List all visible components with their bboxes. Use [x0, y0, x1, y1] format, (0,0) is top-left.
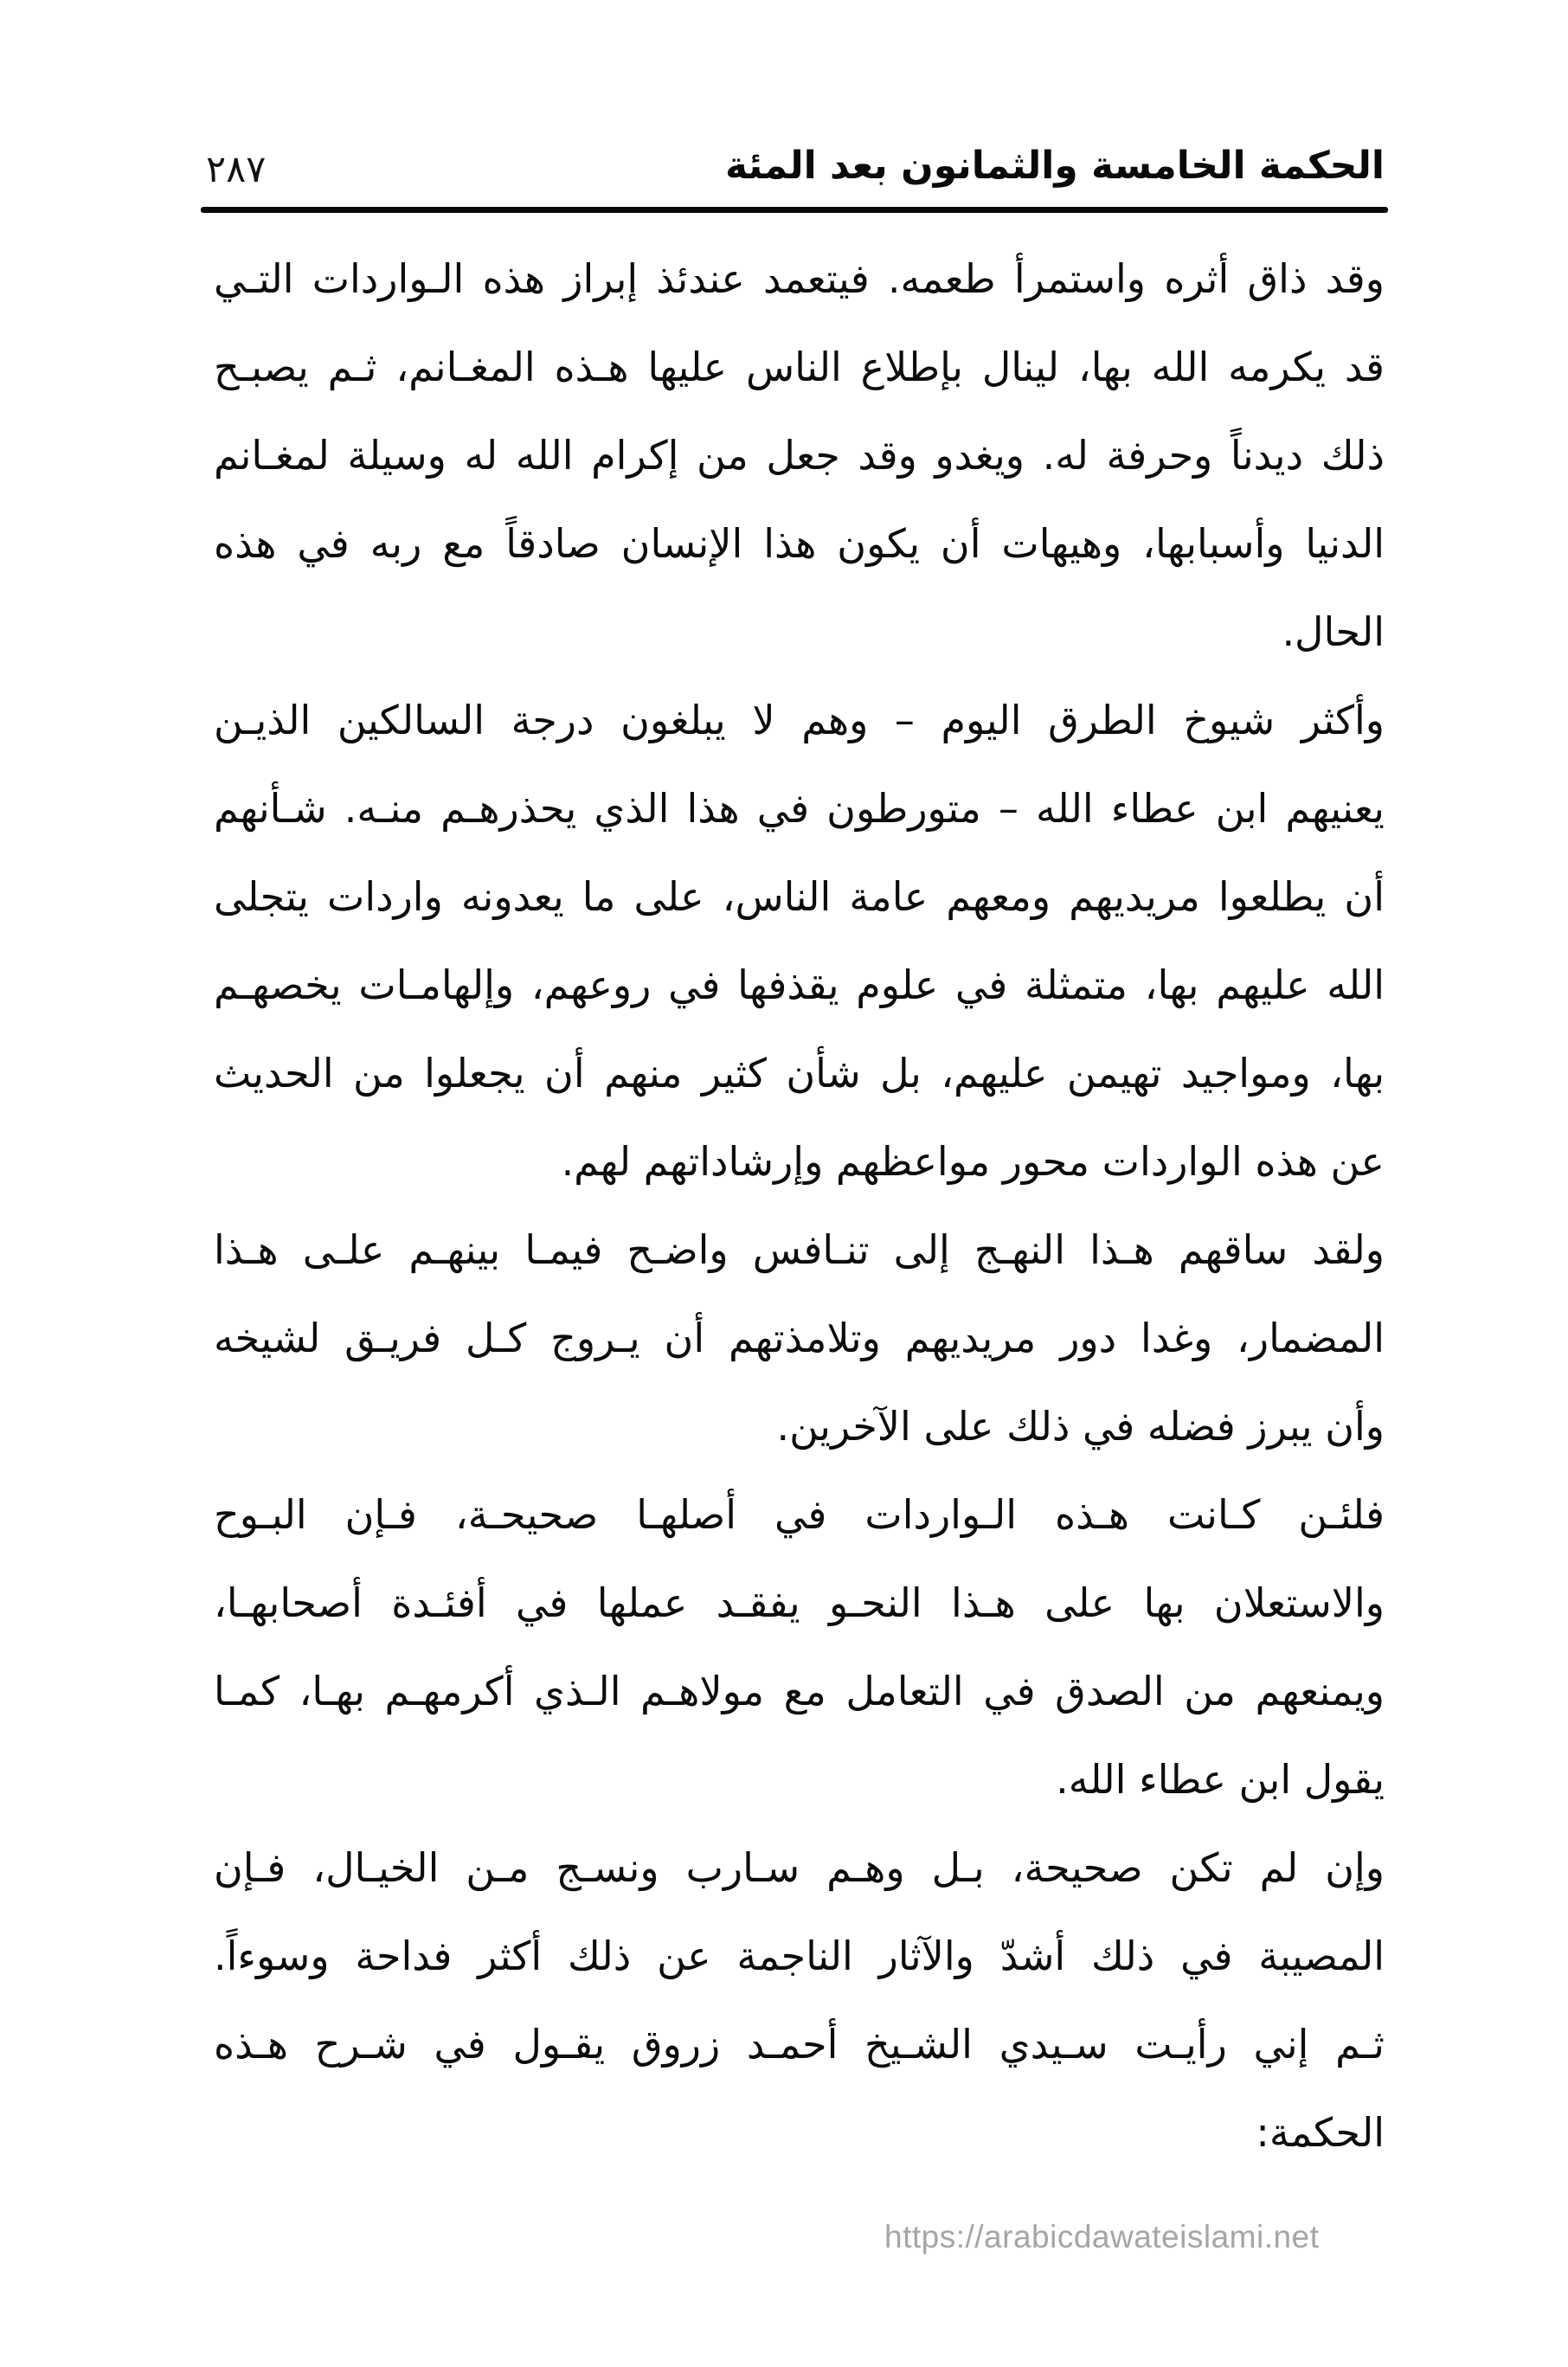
- text-line: ثـم إني رأيـت سـيدي الشـيخ أحمـد زروق يقـول في شـرح هـذه: [214, 2021, 1385, 2068]
- text-line: يعنيهم ابن عطاء الله – متورطون في هذا الذي يحذرهـم منـه. شـأنهم: [214, 785, 1385, 832]
- paragraph: [214, 1823, 1385, 2000]
- text-line: عن هذه الواردات محور مواعظهم وإرشاداتهم لهم.: [561, 1138, 1385, 1185]
- text-line: الحكمة:: [1256, 2109, 1385, 2156]
- header-divider: [201, 207, 1388, 213]
- text-line: بها، ومواجيد تهيمن عليهم، بل شأن كثير منهم أن يجعلوا من الحديث: [214, 1050, 1385, 1097]
- text-line: ذلك ديدناً وحرفة له. ويغدو وقد جعل من إكرام الله له وسيلة لمغـانم: [214, 432, 1385, 479]
- text-line: ويمنعهم من الصدق في التعامل مع مولاهـم الـذي أكرمهـم بهـا، كمـا: [214, 1668, 1385, 1714]
- text-line: الحال.: [1282, 608, 1385, 655]
- text-line: وأن يبرز فضله في ذلك على الآخرين.: [776, 1403, 1385, 1450]
- page-number: ٢٨٧: [206, 148, 267, 191]
- text-line: المصيبة في ذلك أشدّ والآثار الناجمة عن ذلك أكثر فداحة وسوءاً.: [214, 1933, 1385, 1979]
- body-text: [214, 235, 1385, 2177]
- watermark-url: https://arabicdawateislami.net: [884, 2219, 1320, 2254]
- paragraph: [214, 676, 1385, 1206]
- paragraph: [214, 2000, 1385, 2177]
- paragraph: [214, 1470, 1385, 1823]
- chapter-title: الحكمة الخامسة والثمانون بعد المئة: [724, 144, 1385, 188]
- text-line: وأكثر شيوخ الطرق اليوم – وهم لا يبلغون درجة السالكين الذيـن: [214, 697, 1385, 743]
- text-line: ولقد ساقهم هـذا النهـج إلى تنـافس واضـح فيمـا بينهـم علـى هـذا: [214, 1226, 1385, 1273]
- text-line: الله عليهم بها، متمثلة في علوم يقذفها في روعهم، وإلهامـات يخصهـم: [214, 962, 1385, 1008]
- text-line: وإن لم تكن صحيحة، بـل وهـم سـارب ونسـج مـن الخيـال، فـإن: [214, 1844, 1385, 1891]
- text-line: قد يكرمه الله بها، لينال بإطلاع الناس عليها هـذه المغـانم، ثـم يصبـح: [214, 344, 1385, 390]
- text-line: يقول ابن عطاء الله.: [1056, 1756, 1385, 1803]
- text-line: والاستعلان بها على هـذا النحـو يفقـد عملها في أفئـدة أصحابهـا،: [214, 1579, 1385, 1626]
- text-line: أن يطلعوا مريديهم ومعهم عامة الناس، على ما يعدونه واردات يتجلى: [214, 873, 1385, 920]
- paragraph: [214, 235, 1385, 676]
- text-line: وقد ذاق أثره واستمرأ طعمه. فيتعمد عندئذ إبراز هذه الـواردات التـي: [214, 255, 1385, 302]
- paragraph: [214, 1206, 1385, 1470]
- text-line: المضمار، وغدا دور مريديهم وتلامذتهم أن يـروج كـل فريـق لشيخه: [214, 1315, 1385, 1361]
- text-line: فلئـن كـانت هـذه الـواردات في أصلهـا صحيحـة، فـإن البـوح: [214, 1491, 1385, 1538]
- text-line: الدنيا وأسبابها، وهيهات أن يكون هذا الإنسان صادقاً مع ربه في هذه: [214, 520, 1385, 567]
